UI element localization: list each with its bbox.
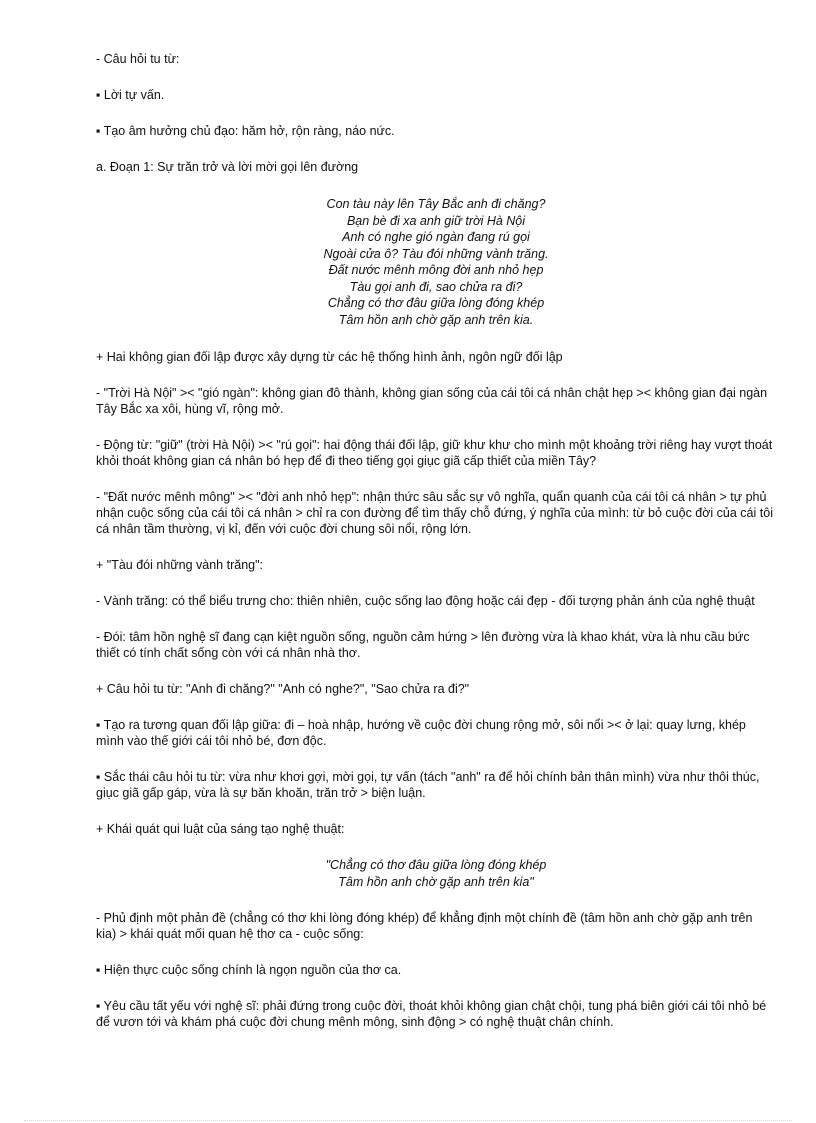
paragraph: + "Tàu đói những vành trăng": bbox=[96, 558, 264, 572]
page-bottom-divider bbox=[24, 1120, 792, 1121]
paragraph: + Hai không gian đối lập được xây dựng từ các hệ thống hình ảnh, ngôn ngữ đối lập bbox=[96, 350, 563, 364]
poem-line: Đất nước mênh mông đời anh nhỏ hẹp bbox=[328, 263, 544, 277]
poem-quote bbox=[96, 857, 776, 890]
paragraph: + Khái quát qui luật của sáng tạo nghệ thuật: bbox=[96, 822, 345, 836]
poem-line: Bạn bè đi xa anh giữ trời Hà Nội bbox=[346, 213, 526, 228]
document-page bbox=[96, 51, 776, 1050]
paragraph: - Đói: tâm hồn nghệ sĩ đang cạn kiệt nguồn sống, nguồn cảm hứng > lên đường vừa là khao khát, vừa là nhu cầu bức thiết có tính chất sống còn với cá nhân nhà thơ. bbox=[96, 630, 750, 660]
paragraph: ▪ Lời tự vấn. bbox=[96, 88, 165, 102]
poem-line: "Chẳng có thơ đâu giữa lòng đóng khép bbox=[325, 858, 547, 872]
paragraph: ▪ Tạo âm hưởng chủ đạo: hăm hở, rộn ràng, náo nức. bbox=[96, 124, 395, 138]
poem-line: Ngoài cửa ô? Tàu đói những vành trăng. bbox=[323, 246, 549, 261]
poem-line: Chẳng có thơ đâu giữa lòng đóng khép bbox=[327, 296, 545, 310]
poem-line: Anh có nghe gió ngàn đang rú gọi bbox=[342, 230, 530, 244]
paragraph: - Động từ: "giữ" (trời Hà Nội) >< "rú gọi": hai động thái đối lập, giữ khư khư cho mình một khoảng trời riêng hay vượt thoát khỏi thoát không gian cá nhân bó hẹp để đi theo tiếng gọi giục giã cấp thiết của miền Tây? bbox=[96, 438, 773, 468]
paragraph: ▪ Tạo ra tương quan đối lập giữa: đi – hoà nhập, hướng về cuộc đời chung rộng mở, sôi nổi >< ở lại: quay lưng, khép mình vào thế giới cái tôi nhỏ bé, đơn độc. bbox=[96, 718, 746, 748]
paragraph: ▪ Yêu cầu tất yếu với nghệ sĩ: phải đứng trong cuộc đời, thoát khỏi không gian chật chội, tung phá biên giới cái tôi nhỏ bé để vươn tới và khám phá cuộc đời chung mênh mông, sinh động > có nghệ thuật chân chính. bbox=[96, 999, 767, 1029]
section-heading: a. Đoạn 1: Sự trăn trở và lời mời gọi lên đường bbox=[96, 160, 359, 174]
paragraph: ▪ Sắc thái câu hỏi tu từ: vừa như khơi gợi, mời gọi, tự vấn (tách "anh" ra để hỏi chính bản thân mình) vừa như thôi thúc, giục giã gấp gáp, vừa là sự băn khoăn, trăn trở > biện luận. bbox=[96, 770, 760, 800]
poem-line: Con tàu này lên Tây Bắc anh đi chăng? bbox=[326, 197, 546, 211]
paragraph: - "Đất nước mênh mông" >< "đời anh nhỏ hẹp": nhận thức sâu sắc sự vô nghĩa, quẩn quanh của cái tôi cá nhân > tự phủ nhận cuộc sống của cái tôi cá nhân > chỉ ra con đường để tìm thấy chỗ đứng, ý nghĩa của mình: từ bỏ cuộc đời của cái tôi cá nhân tầm thường, vị kỉ, đến với cuộc đời chung sôi nổi, rộng lớn. bbox=[96, 490, 773, 536]
poem-line: Tàu gọi anh đi, sao chửa ra đi? bbox=[349, 279, 523, 294]
paragraph: - "Trời Hà Nội" >< "gió ngàn": không gian đô thành, không gian sống của cái tôi cá nhân chật hẹp >< không gian đại ngàn Tây Bắc xa xôi, hùng vĩ, rộng mở. bbox=[96, 386, 768, 416]
poem-block bbox=[96, 196, 776, 328]
paragraph: - Vành trăng: có thể biểu trưng cho: thiên nhiên, cuộc sống lao động hoặc cái đẹp - đối tượng phản ánh của nghệ thuật bbox=[96, 594, 755, 608]
paragraph: + Câu hỏi tu từ: "Anh đi chăng?" "Anh có nghe?", "Sao chửa ra đi?" bbox=[96, 682, 470, 696]
poem-line: Tâm hồn anh chờ gặp anh trên kia. bbox=[338, 312, 534, 327]
poem-line: Tâm hồn anh chờ gặp anh trên kia" bbox=[338, 874, 534, 889]
paragraph: - Phủ định một phản đề (chẳng có thơ khi lòng đóng khép) để khẳng định một chính đề (tâm hồn anh chờ gặp anh trên kia) > khái quát mối quan hệ thơ ca - cuộc sống: bbox=[96, 911, 753, 941]
paragraph: - Câu hỏi tu từ: bbox=[96, 52, 180, 66]
paragraph: ▪ Hiện thực cuộc sống chính là ngọn nguồn của thơ ca. bbox=[96, 963, 402, 977]
